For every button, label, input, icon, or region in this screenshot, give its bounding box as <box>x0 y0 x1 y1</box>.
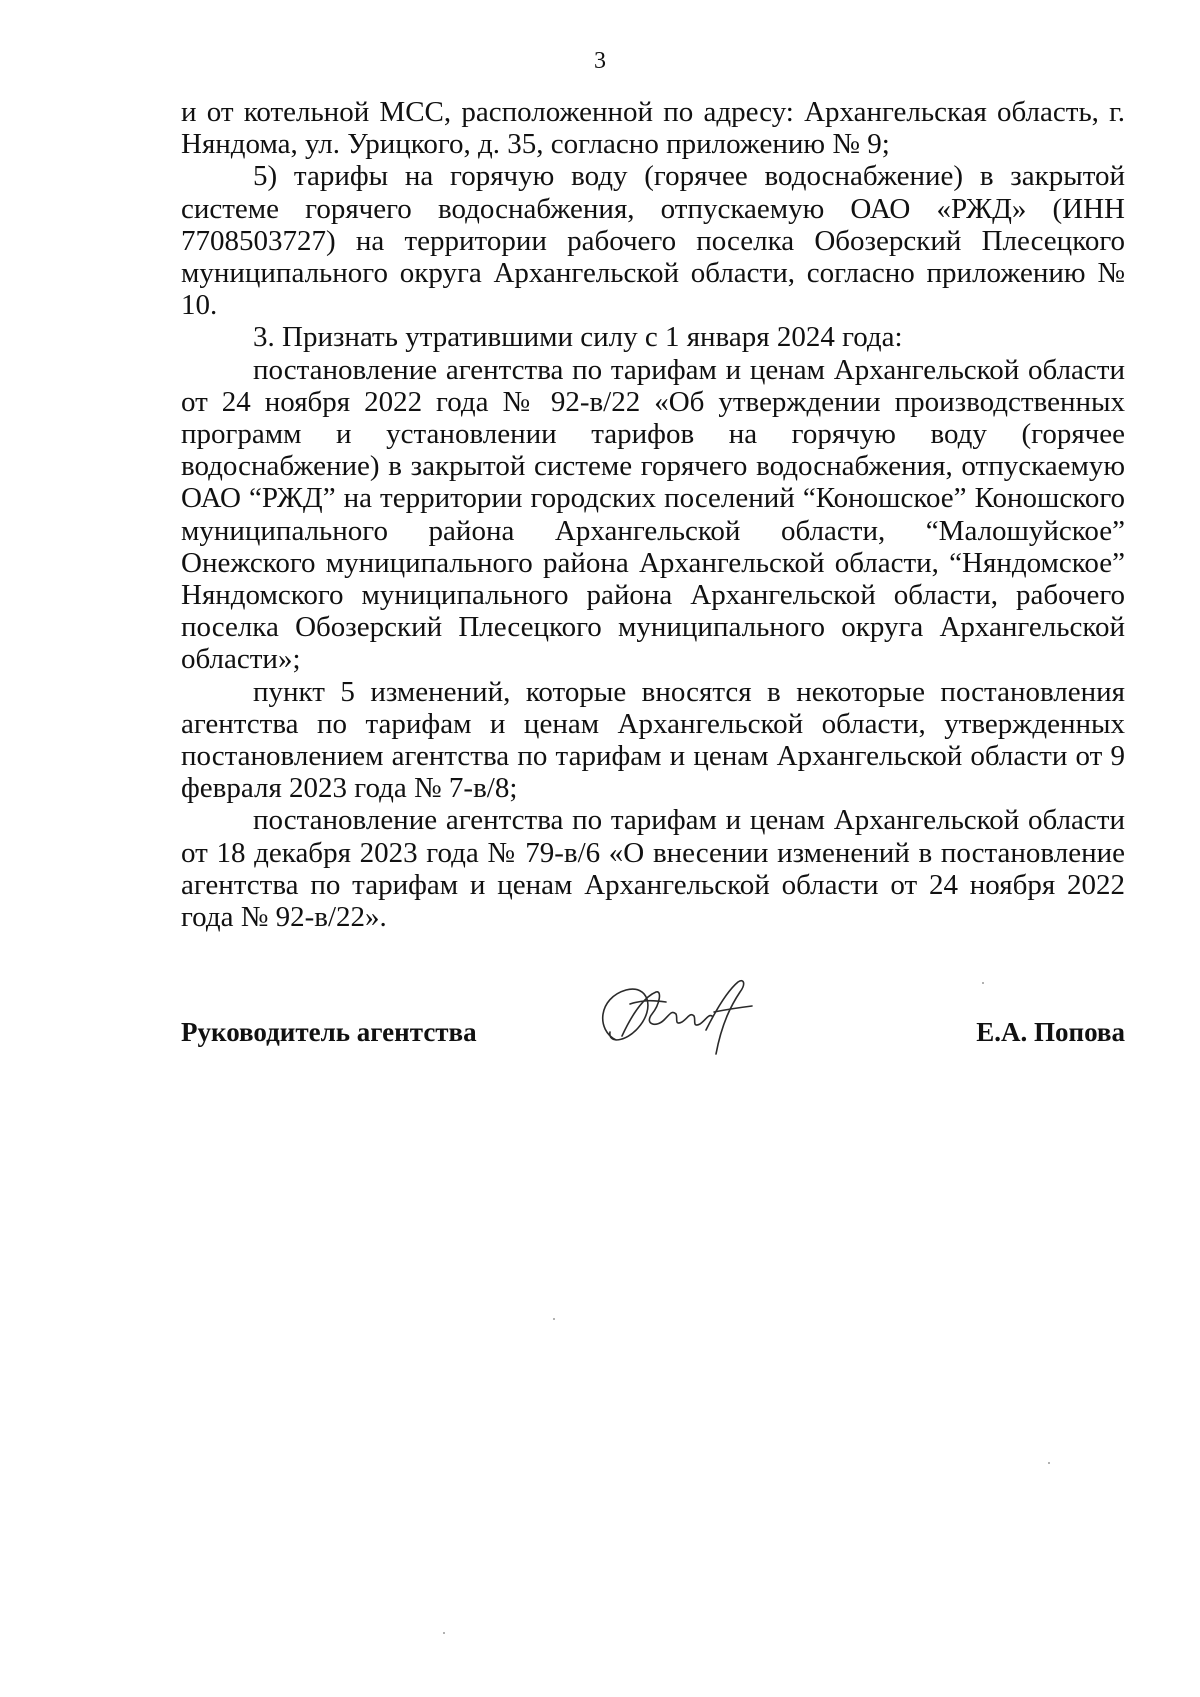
signature-block <box>181 1010 1125 1080</box>
signatory-position: Руководитель агентства <box>181 1017 477 1047</box>
paragraph-4: постановление агентства по тарифам и ценам Архангельской области от 24 ноября 2022 года № 92-в/22 «Об утверждении производственных программ и установлении тарифов на горячую воду (горячее водоснабжение) в закрытой системе горячего водоснабжения, отпускаемую ОАО “РЖД” на территории городских поселений “Коношское” Коношского муниципального района Архангельской области, “Малошуйское” Онежского муниципального района Архангельской области, “Няндомское” Няндомского муниципального района Архангельской области, рабочего поселка Обозерский Плесецкого муниципального округа Архангельской области»; <box>181 353 1125 676</box>
handwritten-signature <box>586 970 766 1070</box>
paragraph-6: постановление агентства по тарифам и ценам Архангельской области от 18 декабря 2023 года № 79-в/6 «О внесении изменений в постановление агентства по тарифам и ценам Архангельской области от 24 ноября 2022 года № 92-в/22». <box>181 804 1125 934</box>
paragraph-5: пункт 5 изменений, которые вносятся в некоторые постановления агентства по тарифам и ценам Архангельской области, утвержденных постановлением агентства по тарифам и ценам Архангельской области от 9 февраля 2023 года № 7-в/8; <box>181 675 1125 805</box>
paragraph-1: и от котельной МСС, расположенной по адресу: Архангельская область, г. Няндома, ул. Урицкого, д. 35, согласно приложению № 9; <box>181 96 1125 161</box>
paragraph-3: 3. Признать утратившими силу с 1 января 2024 года: <box>253 321 903 354</box>
paragraph-2: 5) тарифы на горячую воду (горячее водоснабжение) в закрытой системе горячего водоснабжения, отпускаемую ОАО «РЖД» (ИНН 7708503727) на территории рабочего поселка Обозерский Плесецкого муниципального округа Архангельской области, согласно приложению № 10. <box>181 160 1125 322</box>
scan-speck <box>443 1632 445 1634</box>
scan-speck <box>982 982 984 984</box>
document-body <box>181 96 1125 933</box>
scan-speck <box>1048 1462 1050 1464</box>
scan-speck <box>553 1318 555 1320</box>
page-number: 3 <box>594 48 606 74</box>
signatory-name: Е.А. Попова <box>976 1017 1125 1047</box>
